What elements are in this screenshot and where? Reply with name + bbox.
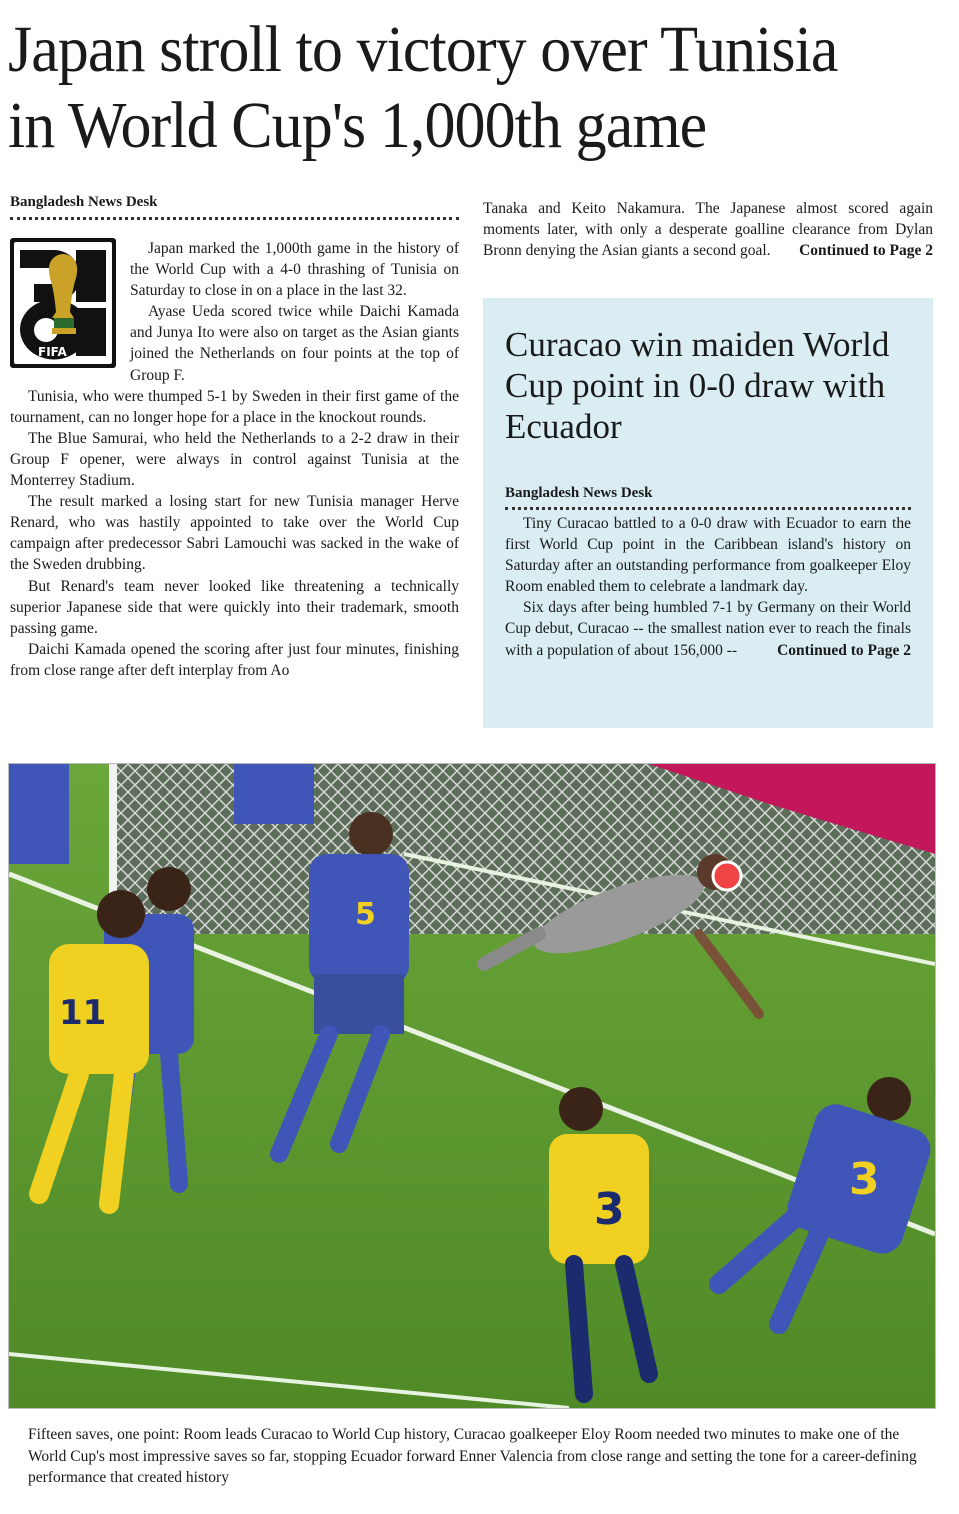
main-continued-link[interactable]: Continued to Page 2 (799, 242, 933, 260)
match-photo (8, 763, 936, 1409)
side-story-body (505, 513, 911, 661)
player-number-3b: 3 (849, 1154, 880, 1205)
player-number-11: 11 (59, 993, 107, 1033)
main-paragraph-4: The Blue Samurai, who held the Netherlands to a 2-2 draw in their Group F opener, were always in control against Tunisia at the Monterrey Stadium. (10, 429, 459, 490)
side-byline: Bangladesh News Desk (505, 485, 653, 501)
player-number-5: 5 (355, 897, 376, 932)
main-paragraph-3: Tunisia, who were thumped 5-1 by Sweden in their first game of the tournament, can no longer hope for a place in the knockout rounds. (10, 387, 459, 426)
side-story-box (483, 298, 933, 728)
main-paragraph-2: Ayase Ueda scored twice while Daichi Kamada and Junya Ito were also on target as the Asian giants joined the Netherlands on four points at the top of Group F. (130, 303, 459, 384)
main-paragraph-6: But Renard's team never looked like threatening a technically superior Japanese side that were quickly into their trademark, smooth passing game. (10, 577, 459, 637)
side-paragraph-2: Six days after being humbled 7-1 by Germany on their World Cup debut, Curacao -- the smallest nation ever to reach the finals with a population of about 156,000 -- (505, 599, 911, 659)
headline-line-2: in World Cup's 1,000th game (8, 89, 707, 162)
photo-caption: Fifteen saves, one point: Room leads Curacao to World Cup history, Curacao goalkeeper Eloy Room needed two minutes to make one of the World Cup's most impressive saves so far, stopping Ecuador forward Enner Valencia from close range and setting the tone for a career-defining performance that created history (28, 1426, 917, 1486)
side-story-title: Curacao win maiden World Cup point in 0-0 draw with Ecuador (505, 325, 890, 446)
main-story-column-1 (10, 238, 459, 681)
match-photo-illustration (9, 764, 935, 1408)
main-story-column-2 (483, 198, 933, 261)
headline (8, 12, 892, 164)
byline-divider (10, 217, 459, 220)
side-continued-link[interactable]: Continued to Page 2 (777, 641, 911, 659)
player-number-3a: 3 (594, 1184, 625, 1235)
main-paragraph-7: Daichi Kamada opened the scoring after just four minutes, finishing from close range after deft interplay from Ao (10, 640, 459, 679)
main-paragraph-5: The result marked a losing start for new Tunisia manager Herve Renard, who was hastily appointed to take over the World Cup campaign after predecessor Sabri Lamouchi was sacked in the wake of the Sweden drubbing. (10, 493, 459, 574)
fifa-logo-text: FIFA (38, 345, 67, 359)
side-byline-divider (505, 507, 911, 510)
main-byline: Bangladesh News Desk (10, 194, 158, 210)
headline-line-1: Japan stroll to victory over Tunisia (8, 13, 838, 86)
main-paragraph-1: Japan marked the 1,000th game in the history of the World Cup with a 4-0 thrashing of Tunisia on Saturday to close in on a place in the last 32. (130, 240, 459, 300)
main-continuation: Tanaka and Keito Nakamura. The Japanese almost scored again moments later, with only a desperate goalline clearance from Dylan Bronn denying the Asian giants a second goal. (483, 200, 933, 260)
side-paragraph-1: Tiny Curacao battled to a 0-0 draw with Ecuador to earn the first World Cup point in the Caribbean island's history on Saturday after an outstanding performance from goalkeeper Eloy Room enabled them to celebrate a landmark day. (505, 515, 911, 596)
fifa-logo (10, 238, 116, 368)
